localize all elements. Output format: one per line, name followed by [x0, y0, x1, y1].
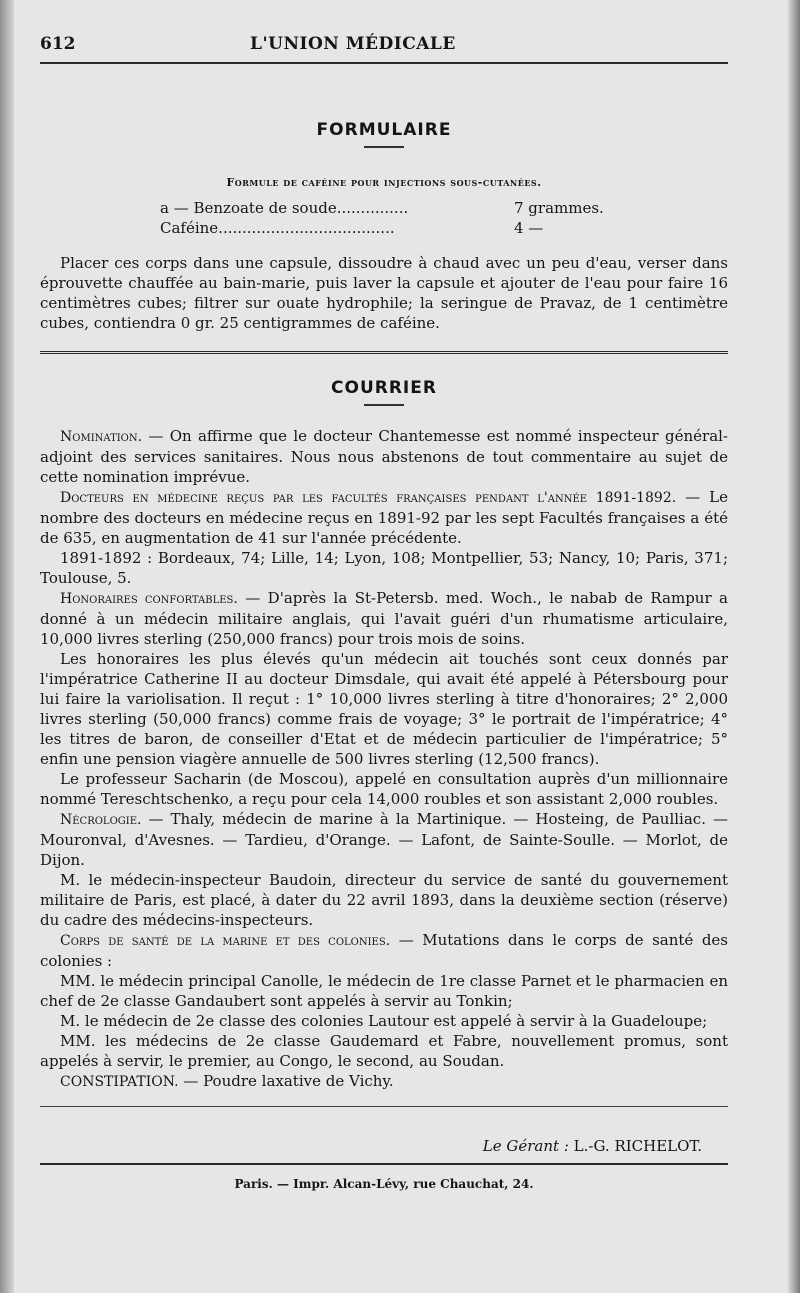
formula-row	[160, 219, 728, 239]
formula-lines	[160, 199, 728, 239]
paragraph-text: — Mutations dans le corps de santé des colonies :	[40, 931, 728, 970]
paragraph-text: — On affirme que le docteur Chantemesse est nommé inspecteur général-adjoint des services sanitaires. Nous nous abstenons de tout commentaire au sujet de cette nomination imprévue.	[40, 427, 728, 486]
running-head	[40, 34, 728, 62]
formula-instructions: Placer ces corps dans une capsule, dissoudre à chaud avec un peu d'eau, verser dans éprouvette chauffée au bain-marie, puis laver la capsule et ajouter de l'eau pour faire 16 centimètres cubes; filtrer sur ouate hydrophile; la seringue de Pravaz, de 1 centimètre cubes, contiendra 0 gr. 25 centigrammes de caféine.	[40, 254, 728, 332]
formula-ingredient: Caféine.....................................	[160, 219, 395, 237]
page-edge-left	[0, 0, 14, 1293]
paragraph-text: M. le médecin-inspecteur Baudoin, directeur du service de santé du gouvernement militaire de Paris, est placé, à dater du 22 avril 1893, dans la deuxième section (réserve) du cadre des médecins-inspecteurs.	[40, 871, 728, 929]
gerant-line	[40, 1137, 728, 1155]
paragraph-text: Les honoraires les plus élevés qu'un médecin ait touchés sont ceux donnés par l'impératrice Catherine II au docteur Dimsdale, qui avait été appelé à Pétersbourg pour lui faire la variolisation. Il reçut : 1° 10,000 livres sterling à titre d'honoraires; 2° 2,000 livres sterling (50,000 francs) comme frais de voyage; 3° le portrait de l'impératrice; 4° les titres de baron, de conseiller d'Etat et de médecin particulier de l'impératrice; 5° enfin une pension viagère annuelle de 500 livres sterling (12,500 francs).	[40, 650, 728, 768]
formula-quantity: 4 —	[514, 219, 544, 237]
paragraph-lead: Corps de santé de la marine et des colonies.	[60, 933, 391, 949]
formula-row	[160, 199, 728, 219]
courrier-paragraph	[40, 870, 728, 930]
formula-ingredient: a — Benzoate de soude...............	[160, 199, 409, 217]
formula-quantity: 7 grammes.	[514, 199, 604, 217]
header-rule	[40, 62, 728, 64]
courrier-paragraph	[40, 1071, 728, 1092]
paragraph-text: MM. les médecins de 2e classe Gaudemard et Fabre, nouvellement promus, sont appelés à servir, le premier, au Congo, le second, au Soudan.	[40, 1032, 728, 1070]
formulaire-title: FORMULAIRE	[316, 120, 452, 140]
courrier-paragraph	[40, 1031, 728, 1071]
courrier-paragraph	[40, 426, 728, 487]
paragraph-text: — Poudre laxative de Vichy.	[178, 1072, 394, 1090]
paragraph-text: — Thaly, médecin de marine à la Martinique. — Hosteing, de Paulliac. — Mouronval, d'Avesnes. — Tardieu, d'Orange. — Lafont, de Sainte-Soulle. — Morlot, de Dijon.	[40, 810, 728, 869]
gerant-name: L.-G. RICHELOT.	[573, 1137, 702, 1155]
title-underline	[364, 404, 404, 406]
paragraph-lead: Nomination.	[60, 429, 143, 445]
paragraph-lead: CONSTIPATION.	[60, 1074, 179, 1090]
paragraph-text: Le professeur Sacharin (de Moscou), appelé en consultation auprès d'un millionnaire nommé Tereschtschenko, a reçu pour cela 14,000 roubles et son assistant 2,000 roubles.	[40, 770, 728, 808]
paragraph-lead: Honoraires confortables.	[60, 591, 238, 607]
courrier-paragraph	[40, 769, 728, 809]
courrier-title: COURRIER	[331, 378, 437, 398]
page-edge-right	[788, 0, 800, 1293]
paragraph-text: — Le nombre des docteurs en médecine reçus en 1891-92 par les sept Facultés françaises a été de 635, en augmentation de 41 sur l'année précédente.	[40, 488, 728, 547]
courrier-paragraph	[40, 1011, 728, 1031]
imprint: Paris. — Impr. Alcan-Lévy, rue Chauchat, 24.	[234, 1177, 534, 1191]
courrier-paragraph	[40, 809, 728, 870]
paragraph-text: MM. le médecin principal Canolle, le médecin de 1re classe Parnet et le pharmacien en chef de 2e classe Gandaubert sont appelés à servir au Tonkin;	[40, 972, 728, 1010]
section-divider	[40, 351, 728, 356]
footer-rule	[40, 1106, 728, 1107]
gerant-label: Le Gérant :	[482, 1137, 569, 1155]
formula-heading: Formule de caféine pour injections sous-cutanées.	[226, 176, 542, 189]
paragraph-text: M. le médecin de 2e classe des colonies Lautour est appelé à servir à la Guadeloupe;	[60, 1012, 708, 1030]
page-content	[40, 34, 728, 1191]
paragraph-lead: Nécrologie.	[60, 812, 142, 828]
paragraph-lead: Docteurs en médecine reçus par les facultés françaises pendant l'année 1891-1892.	[60, 490, 677, 506]
paragraph-text: 1891-1892 : Bordeaux, 74; Lille, 14; Lyon, 108; Montpellier, 53; Nancy, 10; Paris, 371; Toulouse, 5.	[40, 549, 728, 587]
title-underline	[364, 146, 404, 148]
paragraph-text: — D'après la St-Petersb. med. Woch., le nabab de Rampur a donné à un médecin militaire anglais, qui l'avait guéri d'un rhumatisme articulaire, 10,000 livres sterling (250,000 francs) pour trois mois de soins.	[40, 589, 728, 648]
courrier-paragraph	[40, 588, 728, 649]
courrier-body	[40, 426, 728, 1092]
page-number: 612	[40, 34, 76, 54]
imprint-rule	[40, 1163, 728, 1165]
courrier-paragraph	[40, 548, 728, 588]
courrier-paragraph	[40, 971, 728, 1011]
journal-title: L'UNION MÉDICALE	[250, 34, 456, 54]
courrier-paragraph	[40, 930, 728, 971]
courrier-paragraph	[40, 487, 728, 548]
courrier-paragraph	[40, 649, 728, 769]
